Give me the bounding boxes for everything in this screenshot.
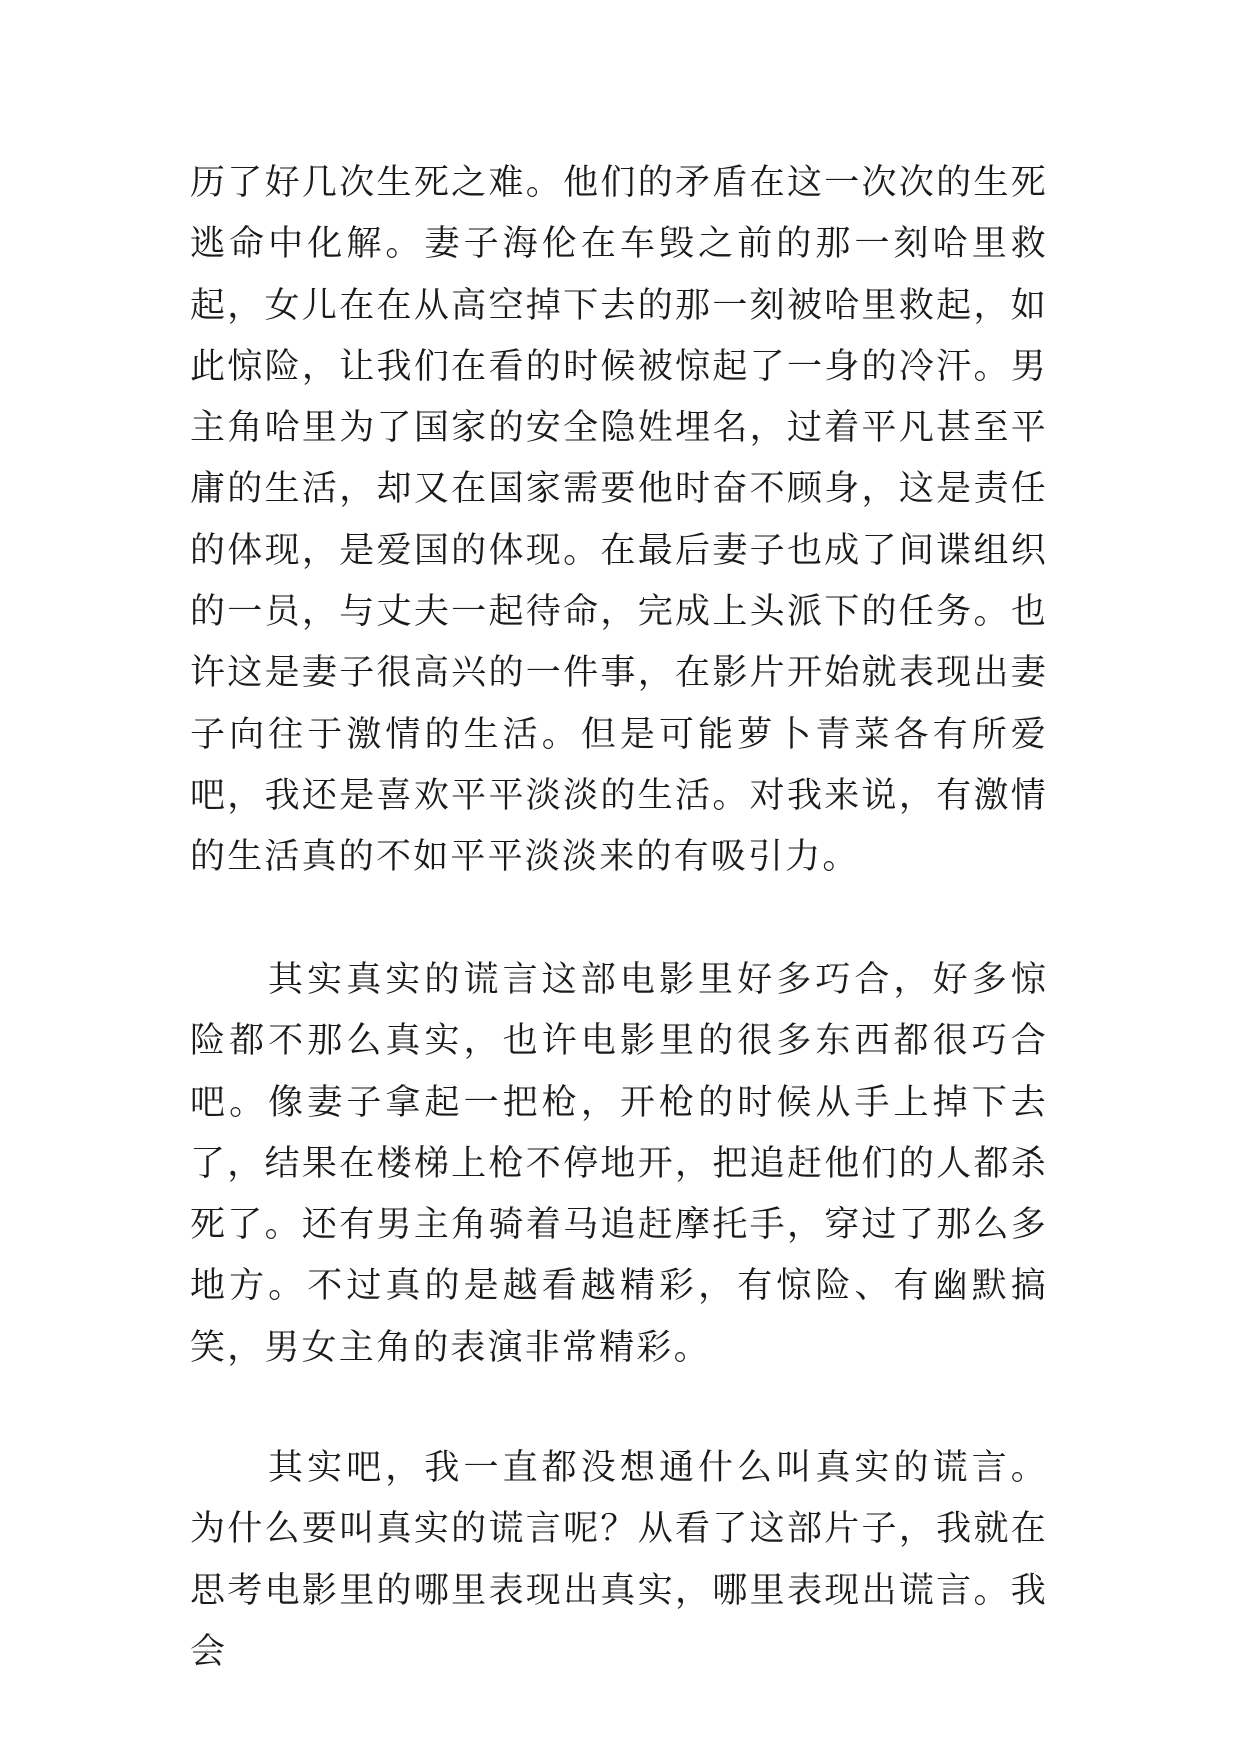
paragraph-1: 历了好几次生死之难。他们的矛盾在这一次次的生死逃命中化解。妻子海伦在车毁之前的那一刻哈里救起，女儿在在从高空掉下去的那一刻被哈里救起，如此惊险，让我们在看的时候被惊起了一身的冷汗。男主角哈里为了国家的安全隐姓埋名，过着平凡甚至平庸的生活，却又在国家需要他时奋不顾身，这是责任的体现，是爱国的体现。在最后妻子也成了间谍组织的一员，与丈夫一起待命，完成上头派下的任务。也许这是妻子很高兴的一件事，在影片开始就表现出妻子向往于激情的生活。但是可能萝卜青菜各有所爱吧，我还是喜欢平平淡淡的生活。对我来说，有激情的生活真的不如平平淡淡来的有吸引力。 [190, 163, 1048, 878]
paragraph-continuation [190, 153, 1048, 889]
paragraph-3: 其实吧，我一直都没想通什么叫真实的谎言。为什么要叫真实的谎言呢？从看了这部片子，我就在思考电影里的哪里表现出真实，哪里表现出谎言。我会 [190, 1448, 1048, 1672]
paragraph-container-3 [190, 1438, 1048, 1683]
paragraph-container-2 [190, 950, 1048, 1379]
paragraph-2: 其实真实的谎言这部电影里好多巧合，好多惊险都不那么真实，也许电影里的很多东西都很巧合吧。像妻子拿起一把枪，开枪的时候从手上掉下去了，结果在楼梯上枪不停地开，把追赶他们的人都杀死了。还有男主角骑着马追赶摩托手，穿过了那么多地方。不过真的是越看越精彩，有惊险、有幽默搞笑，男女主角的表演非常精彩。 [190, 960, 1048, 1368]
